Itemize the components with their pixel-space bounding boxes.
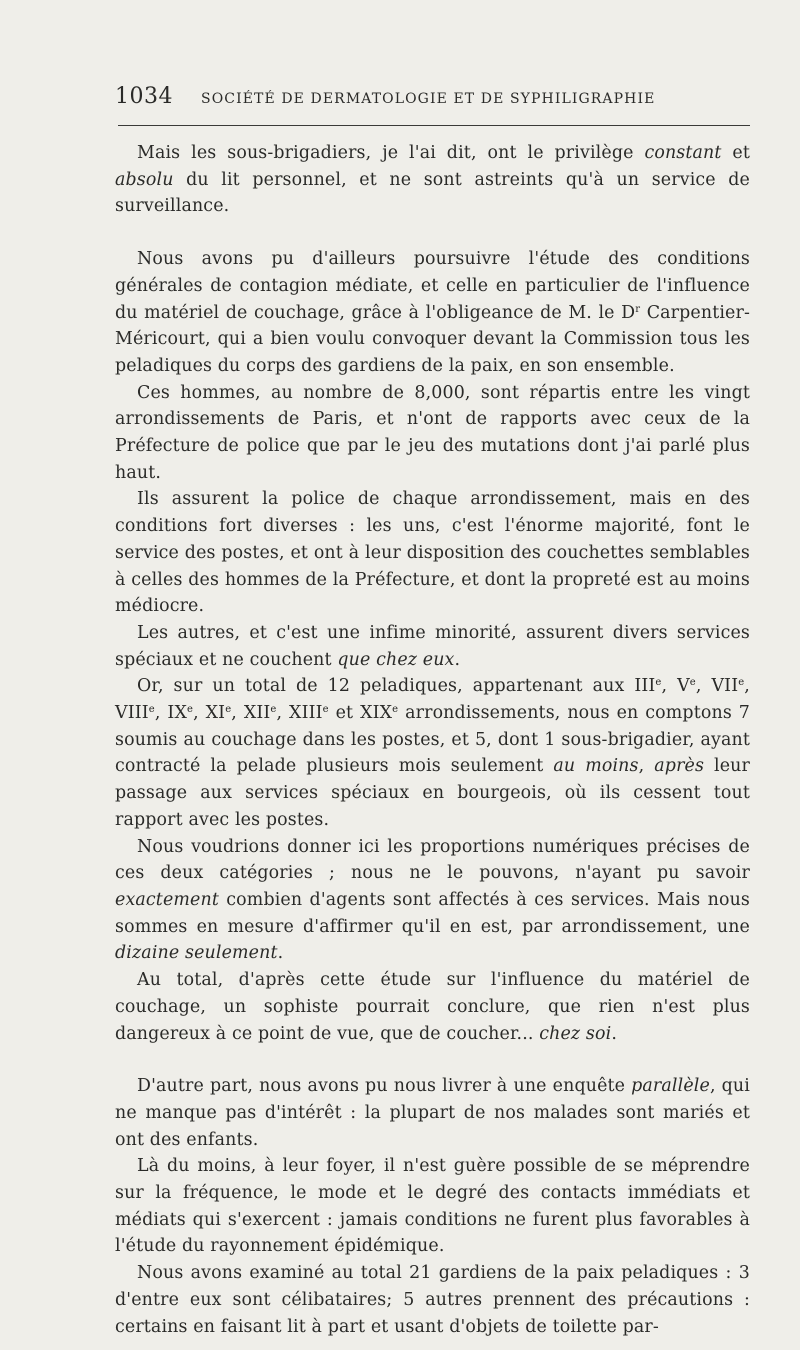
emphasis: au moins: [553, 756, 639, 777]
paragraph-11: Nous avons examiné au total 21 gardiens de la paix peladiques : 3 d'entre eux sont célibataires; 5 autres prennent des précautions : certains en faisant lit à part et usant d'objets de toilette par-: [115, 1263, 750, 1337]
emphasis: exactement: [115, 889, 219, 910]
section-gap: [115, 220, 750, 246]
header-rule: [118, 125, 750, 126]
paragraph-8: Au total, d'après cette étude sur l'influence du matériel de couchage, un sophiste pourrait conclure, que rien n'est plus dangereux à ce point de vue, que de coucher... chez soi.: [115, 970, 750, 1044]
paragraph-7: Nous voudrions donner ici les proportions numériques précises de ces deux catégories ; nous ne le pouvons, n'ayant pu savoir exactement combien d'agents sont affectés à ces services. Mais nous sommes en mesure d'affirmer qu'il en est, par arrondissement, une dizaine seulement.: [115, 836, 750, 964]
page-number: 1034: [115, 84, 173, 109]
emphasis: parallèle: [631, 1076, 710, 1097]
emphasis: constant: [644, 143, 722, 163]
paragraph-5: Les autres, et c'est une infime minorité, assurent divers services spéciaux et ne couchent que chez eux.: [115, 622, 750, 670]
emphasis: après: [654, 756, 705, 777]
paragraph-3: Ces hommes, au nombre de 8,000, sont répartis entre les vingt arrondissements de Paris, et n'ont de rapports avec ceux de la Préfecture de police que par le jeu des mutations dont j'ai parlé plus haut.: [115, 382, 750, 483]
body-text: [115, 140, 750, 1340]
emphasis: dizaine seulement: [115, 943, 278, 964]
page-header: [115, 84, 750, 118]
paragraph-9: D'autre part, nous avons pu nous livrer à une enquête parallèle, qui ne manque pas d'intérêt : la plupart de nos malades sont mariés et ont des enfants.: [115, 1076, 750, 1150]
emphasis: que chez eux: [337, 649, 455, 670]
section-gap: [115, 1047, 750, 1073]
paragraph-6: Or, sur un total de 12 peladiques, appartenant aux IIIe, Ve, VIIe, VIIIe, IXe, XIe, XIIe, XIIIe et XIXe arrondissements, nous en comptons 7 soumis au couchage dans les postes, et 5, dont 1 sous-brigadier, ayant contracté la pelade plusieurs mois seulement au moins, après leur passage aux services spéciaux en bourgeois, où ils cessent tout rapport avec les postes.: [115, 676, 751, 830]
emphasis: absolu: [115, 169, 174, 190]
paragraph-10: Là du moins, à leur foyer, il n'est guère possible de se méprendre sur la fréquence, le mode et le degré des contacts immédiats et médiats qui s'exercent : jamais conditions ne furent plus favorables à l'étude du rayonnement épidémique.: [115, 1156, 750, 1257]
emphasis: chez soi: [539, 1023, 612, 1044]
paragraph-2: Nous avons pu d'ailleurs poursuivre l'étude des conditions générales de contagion médiate, et celle en particulier de l'influence du matériel de couchage, grâce à l'obligeance de M. le $D^r$ Carpentier-Méricourt, qui a bien voulu convoquer devant la Commission tous les peladiques du corps des gardiens de la paix, en son ensemble.: [115, 249, 750, 376]
running-title: SOCIÉTÉ DE DERMATOLOGIE ET DE SYPHILIGRAPHIE: [201, 91, 656, 107]
paragraph-4: Ils assurent la police de chaque arrondissement, mais en des conditions fort diverses : les uns, c'est l'énorme majorité, font le service des postes, et ont à leur disposition des couchettes semblables à celles des hommes de la Préfecture, et dont la propreté est au moins médiocre.: [115, 489, 750, 617]
paragraph-1: Mais les sous-brigadiers, je l'ai dit, ont le privilège constant et absolu du lit personnel, et ne sont astreints qu'à un service de surveillance.: [115, 143, 750, 217]
